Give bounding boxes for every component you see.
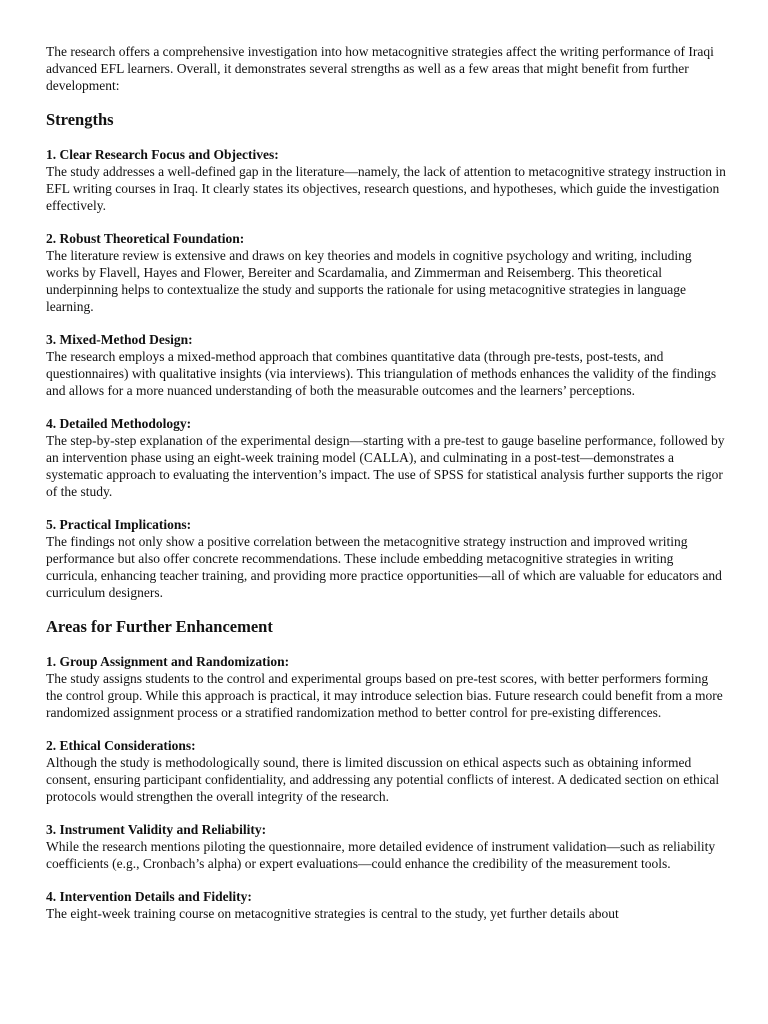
- enhancement-item: [46, 888, 726, 922]
- strength-item-title: 2. Robust Theoretical Foundation:: [46, 231, 245, 246]
- enhancement-item-text: While the research mentions piloting the questionnaire, more detailed evidence of instrument validation—such as reliability coefficients (e.g., Cronbach’s alpha) or expert evaluations—could enhance the credibility of the measurement tools.: [46, 839, 716, 871]
- strength-item: [46, 516, 726, 601]
- enhancement-item: [46, 737, 726, 805]
- strength-item-text: The literature review is extensive and draws on key theories and models in cognitive psychology and writing, including works by Flavell, Hayes and Flower, Bereiter and Scardamalia, and Zimmerman and Reisemberg. This theoretical underpinning helps to contextualize the study and supports the rationale for using metacognitive strategies in language learning.: [46, 248, 692, 314]
- strength-item: [46, 331, 726, 399]
- strength-item: [46, 415, 726, 500]
- enhancement-item-title: 1. Group Assignment and Randomization:: [46, 654, 290, 669]
- enhancement-item: [46, 653, 726, 721]
- intro-paragraph: The research offers a comprehensive investigation into how metacognitive strategies affect the writing performance of Iraqi advanced EFL learners. Overall, it demonstrates several strengths as well as a few areas that might benefit from further development:: [46, 44, 714, 93]
- enhancement-item-title: 4. Intervention Details and Fidelity:: [46, 889, 252, 904]
- strengths-heading: Strengths: [46, 110, 114, 129]
- document-body: [46, 43, 726, 938]
- enhancement-item-text: The eight-week training course on metacognitive strategies is central to the study, yet further details about: [46, 906, 619, 921]
- enhancement-item: [46, 821, 726, 872]
- enhancement-item-text: The study assigns students to the control and experimental groups based on pre-test scores, with better performers forming the control group. While this approach is practical, it may introduce selection bias. Future research could benefit from a more randomized assignment process or a stratified randomization method to better control for pre-existing differences.: [46, 671, 723, 720]
- enhancement-item-title: 2. Ethical Considerations:: [46, 738, 196, 753]
- strength-item-text: The step-by-step explanation of the experimental design—starting with a pre-test to gauge baseline performance, followed by an intervention phase using an eight-week training model (CALLA), and culminating in a post-test—demonstrates a systematic approach to evaluating the intervention’s impact. The use of SPSS for statistical analysis further supports the rigor of the study.: [46, 433, 725, 499]
- enhancement-item-text: Although the study is methodologically sound, there is limited discussion on ethical aspects such as obtaining informed consent, ensuring participant confidentiality, and addressing any potential conflicts of interest. A dedicated section on ethical protocols would strengthen the overall integrity of the research.: [46, 755, 720, 804]
- strength-item-text: The study addresses a well-defined gap in the literature—namely, the lack of attention to metacognitive strategy instruction in EFL writing courses in Iraq. It clearly states its objectives, research questions, and hypotheses, which guide the investigation effectively.: [46, 164, 726, 213]
- strength-item-title: 4. Detailed Methodology:: [46, 416, 192, 431]
- strength-item-text: The research employs a mixed-method approach that combines quantitative data (through pre-tests, post-tests, and questionnaires) with qualitative insights (via interviews). This triangulation of methods enhances the validity of the findings and allows for a more nuanced understanding of both the measurable outcomes and the learners’ perceptions.: [46, 349, 717, 398]
- enhancement-item-title: 3. Instrument Validity and Reliability:: [46, 822, 267, 837]
- strength-item-title: 5. Practical Implications:: [46, 517, 192, 532]
- strength-item-text: The findings not only show a positive correlation between the metacognitive strategy instruction and improved writing performance but also offer concrete recommendations. These include embedding metacognitive strategies in writing curricula, enhancing teacher training, and providing more practice opportunities—all of which are valuable for educators and curriculum designers.: [46, 534, 722, 600]
- strength-item: [46, 146, 726, 214]
- strength-item-title: 1. Clear Research Focus and Objectives:: [46, 147, 279, 162]
- enhancements-heading: Areas for Further Enhancement: [46, 617, 273, 636]
- strength-item: [46, 230, 726, 315]
- strength-item-title: 3. Mixed-Method Design:: [46, 332, 193, 347]
